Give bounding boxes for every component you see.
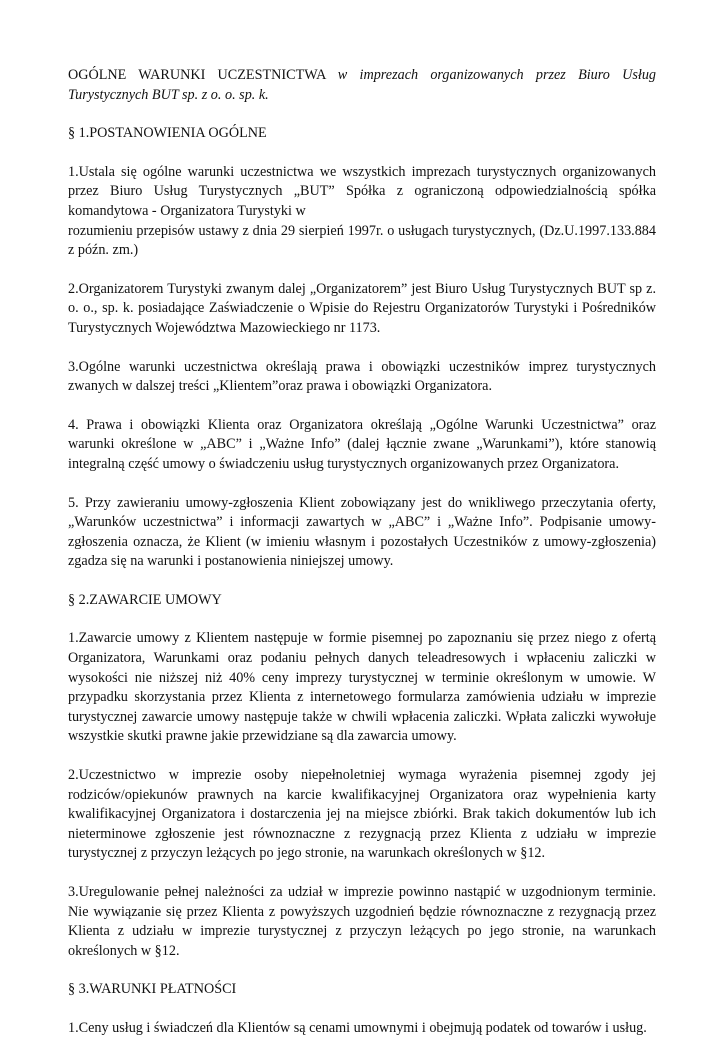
section-heading: § 1.POSTANOWIENIA OGÓLNE xyxy=(68,125,267,142)
document-page xyxy=(68,66,656,1058)
section-paragraph: 3.Uregulowanie pełnej należności za udział w imprezie powinno nastąpić w uzgodnionym terminie. Nie wywiązanie się przez Klienta z powyższych uzgodnień będzie równoznaczne z rezygnacją przez Klienta z udziału w imprezie turystycznej z przyczyn leżących po jego stronie, na warunkach określonych w §12. xyxy=(68,884,656,959)
section-paragraph: 1.Ustala się ogólne warunki uczestnictwa we wszystkich imprezach turystycznych organizowanych przez Biuro Usług Turystycznych „BUT” Spółka z ograniczoną odpowiedzialnością spółka komandytowa - Organizatora Turystyki w xyxy=(68,163,656,219)
section-heading: § 3.WARUNKI PŁATNOŚCI xyxy=(68,981,237,998)
section-paragraph: rozumieniu przepisów ustawy z dnia 29 sierpień 1997r. o usługach turystycznych, (Dz.U.1997.133.884 z późn. zm.) xyxy=(68,222,656,259)
section-heading: § 2.ZAWARCIE UMOWY xyxy=(68,591,222,608)
section-paragraph: 2.Organizatorem Turystyki zwanym dalej „Organizatorem” jest Biuro Usług Turystycznych BUT sp z. o. o., sp. k. posiadające Zaświadczenie o Wpisie do Rejestru Organizatorów Turystyki i Pośredników Turystycznych Województwa Mazowieckiego nr 1173. xyxy=(68,280,656,336)
section-paragraph: 2.Uczestnictwo w imprezie osoby niepełnoletniej wymaga wyrażenia pisemnej zgody jej rodziców/opiekunów prawnych na karcie kwalifikacyjnej Organizatora oraz wypełnienia karty kwalifikacyjnej Organizatora i dostarczenia jej na miejsce zbiórki. Brak takich dokumentów lub ich nieterminowe zgłoszenie jest równoznaczne z rezygnacją przez Klienta z udziału w imprezie turystycznej z przyczyn leżących po jego stronie, na warunkach określonych w §12. xyxy=(68,767,656,862)
section-paragraph: 5. Przy zawieraniu umowy-zgłoszenia Klient zobowiązany jest do wnikliwego przeczytania oferty, „Warunków uczestnictwa” i informacji zawartych w „ABC” i „Ważne Info”. Podpisanie umowy-zgłoszenia oznacza, że Klient (w imieniu własnym i pozostałych Uczestników z umowy-zgłoszenia) zgadza się na warunki i postanowienia niniejszej umowy. xyxy=(68,494,656,570)
section-1-paragraph-1-group xyxy=(68,163,656,261)
section-paragraph: 4. Prawa i obowiązki Klienta oraz Organizatora określają „Ogólne Warunki Uczestnictwa” oraz warunki określone w „ABC” i „Ważne Info” (dalej łącznie zwane „Warunkami”), które stanowią integralną część umowy o świadczeniu usług turystycznych organizowanych przez Organizatora. xyxy=(68,416,656,472)
section-paragraph: 1.Ceny usług i świadczeń dla Klientów są cenami umownymi i obejmują podatek od towarów i usług. xyxy=(68,1019,647,1036)
title-subtitle: w imprezach organizowanych przez Biuro Usług Turystycznych BUT sp. z o. o. sp. k. xyxy=(68,67,657,103)
document-title xyxy=(68,66,656,105)
title-main: OGÓLNE WARUNKI UCZESTNICTWA xyxy=(68,67,326,83)
section-paragraph: 1.Zawarcie umowy z Klientem następuje w formie pisemnej po zapoznaniu się przez niego z ofertą Organizatora, Warunkami oraz podaniu pełnych danych teleadresowych i wpłaceniu zaliczki w wysokości nie niższej niż 40% ceny imprezy turystycznej w terminie określonym w umowie. W przypadku skorzystania przez Klienta z internetowego formularza zamówienia udziału w imprezie turystycznej zawarcie umowy następuje także w chwili wpłacenia zaliczki. Wpłata zaliczki wywołuje wszystkie skutki prawne jakie przewidziane są dla zawarcia umowy. xyxy=(68,630,656,745)
section-paragraph: 3.Ogólne warunki uczestnictwa określają prawa i obowiązki uczestników imprez turystycznych zwanych w dalszej treści „Klientem”oraz prawa i obowiązki Organizatora. xyxy=(68,358,656,395)
